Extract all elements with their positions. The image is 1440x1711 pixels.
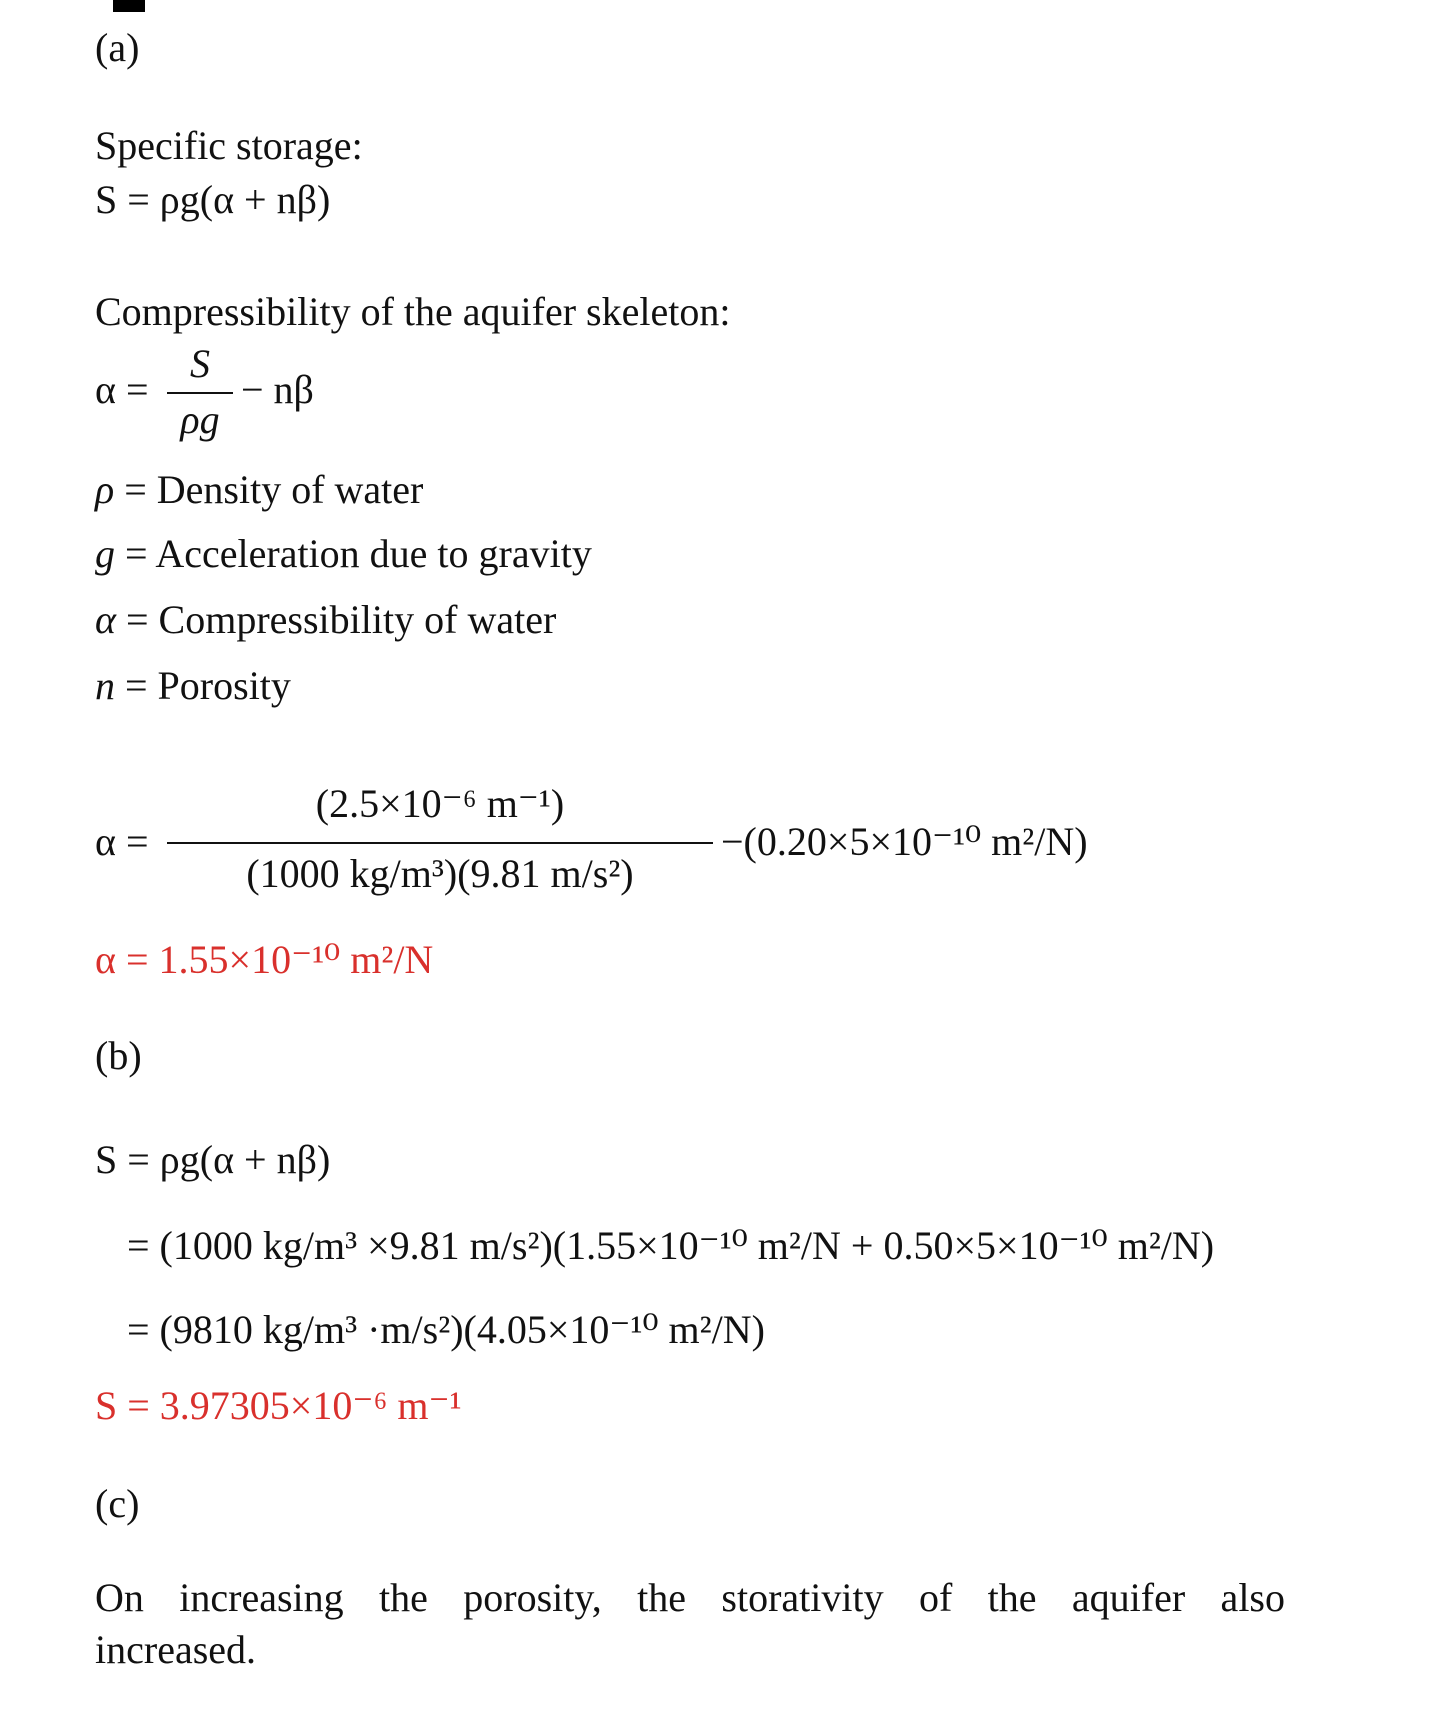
definition-text: = Density of water xyxy=(124,467,424,512)
definition-text: = Porosity xyxy=(125,663,291,708)
alpha-result: α = 1.55×10⁻¹⁰ m²/N xyxy=(95,937,434,982)
alpha-formula-denominator: ρg xyxy=(180,397,220,442)
fraction-bar xyxy=(167,842,713,844)
substitution-fraction xyxy=(167,780,713,910)
alpha-formula-numerator: S xyxy=(190,341,210,386)
alpha-formula-lhs: α = xyxy=(95,367,149,412)
part-c-label: (c) xyxy=(95,1481,140,1526)
substitution-lhs: α = xyxy=(95,819,149,864)
substitution-denominator: (1000 kg/m³)(9.81 m/s²) xyxy=(246,851,634,896)
substitution-rest: −(0.20×5×10⁻¹⁰ m²/N) xyxy=(721,819,1088,864)
storage-result: S = 3.97305×10⁻⁶ m⁻¹ xyxy=(95,1383,462,1428)
definition-symbol: n xyxy=(95,663,115,708)
specific-storage-formula: S = ρg(α + nβ) xyxy=(95,177,331,222)
part-b-label: (b) xyxy=(95,1033,142,1078)
conclusion-paragraph: On increasing the porosity, the storativity of the aquifer also increased. xyxy=(95,1575,1285,1672)
storage-formula: S = ρg(α + nβ) xyxy=(95,1137,331,1182)
compressibility-heading: Compressibility of the aquifer skeleton: xyxy=(95,289,731,334)
definition-symbol: α xyxy=(95,597,116,642)
fraction-bar xyxy=(167,392,233,394)
alpha-formula-fraction xyxy=(167,340,233,440)
definition-g xyxy=(95,530,592,578)
definition-symbol: ρ xyxy=(95,467,115,512)
substitution-numerator: (2.5×10⁻⁶ m⁻¹) xyxy=(315,781,565,826)
cropped-glyph-fragment xyxy=(113,0,145,12)
definition-alpha xyxy=(95,596,556,644)
definition-text: = Acceleration due to gravity xyxy=(125,531,592,576)
definition-rho xyxy=(95,466,423,514)
storage-simplified: = (9810 kg/m³ ·m/s²)(4.05×10⁻¹⁰ m²/N) xyxy=(127,1307,765,1352)
definition-n xyxy=(95,662,291,710)
alpha-formula-rest: − nβ xyxy=(241,367,314,412)
part-a-label: (a) xyxy=(95,25,140,70)
specific-storage-heading: Specific storage: xyxy=(95,123,363,168)
definition-symbol: g xyxy=(95,531,115,576)
storage-substitution: = (1000 kg/m³ ×9.81 m/s²)(1.55×10⁻¹⁰ m²/N + 0.50×5×10⁻¹⁰ m²/N) xyxy=(127,1223,1215,1268)
definition-text: = Compressibility of water xyxy=(126,597,557,642)
